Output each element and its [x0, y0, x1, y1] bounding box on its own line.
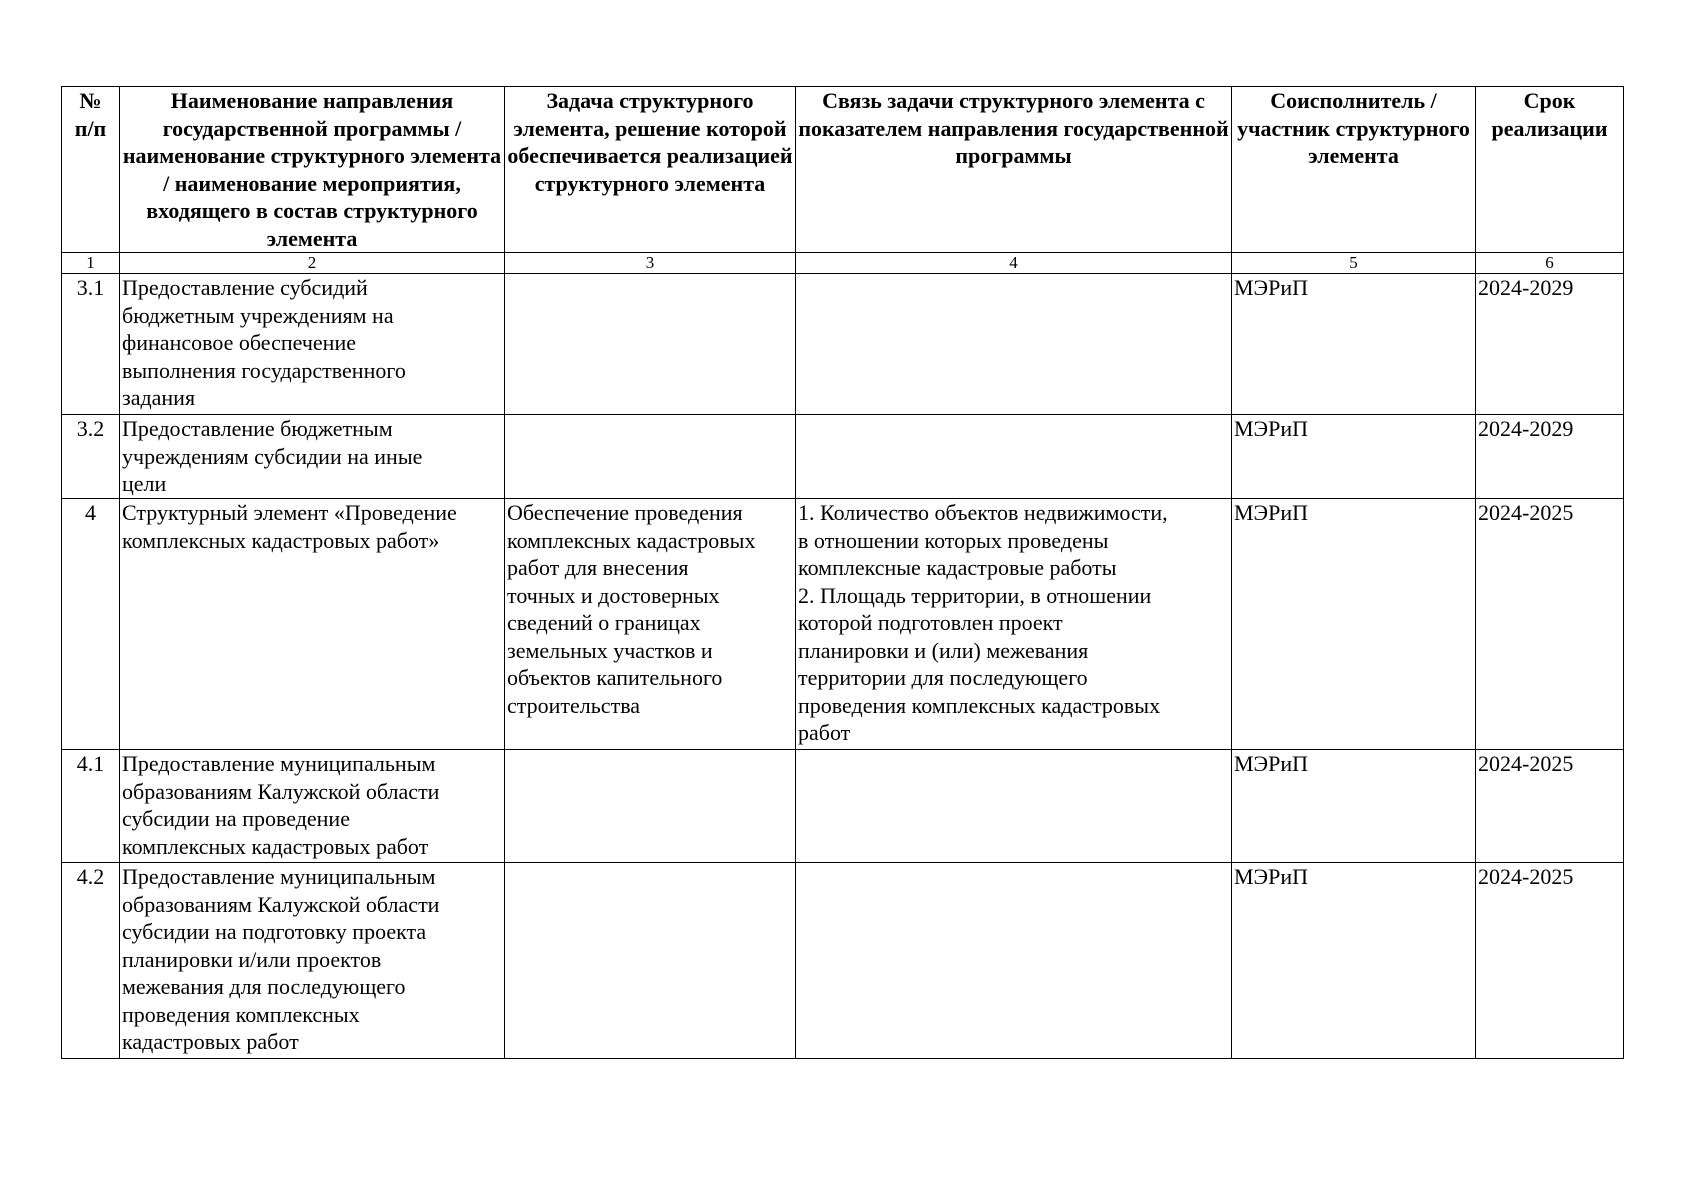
table-row [62, 274, 1624, 415]
row-task [505, 415, 796, 499]
row-link [796, 863, 1232, 1059]
row-link: 1. Количество объектов недвижимости, в отношении которых проведены комплексные кадастровые работы 2. Площадь территории, в отношении которой подготовлен проект планировки и (или) межевания территории для последующего проведения комплексных кадастровых работ [796, 499, 1232, 750]
row-period: 2024-2025 [1476, 863, 1624, 1059]
header-number: № п/п [62, 87, 120, 253]
column-number: 5 [1232, 253, 1476, 274]
row-executor: МЭРиП [1232, 750, 1476, 863]
table-row [62, 750, 1624, 863]
program-structure-table [61, 86, 1624, 1059]
header-task: Задача структурного элемента, решение которой обеспечивается реализацией структурного элемента [505, 87, 796, 253]
row-executor: МЭРиП [1232, 415, 1476, 499]
table-row [62, 499, 1624, 750]
row-period: 2024-2029 [1476, 274, 1624, 415]
column-number: 2 [120, 253, 505, 274]
header-name: Наименование направления государственной программы / наименование структурного элемента / наименование мероприятия, входящего в состав структурного элемента [120, 87, 505, 253]
column-number: 3 [505, 253, 796, 274]
row-link [796, 415, 1232, 499]
row-number: 3.2 [62, 415, 120, 499]
row-executor: МЭРиП [1232, 863, 1476, 1059]
header-period: Срок реализации [1476, 87, 1624, 253]
row-link [796, 274, 1232, 415]
row-period: 2024-2025 [1476, 499, 1624, 750]
header-executor: Соисполнитель / участник структурного элемента [1232, 87, 1476, 253]
row-executor: МЭРиП [1232, 499, 1476, 750]
row-task [505, 863, 796, 1059]
header-link: Связь задачи структурного элемента с показателем направления государственной программы [796, 87, 1232, 253]
row-name: Предоставление муниципальным образованиям Калужской области субсидии на подготовку проекта планировки и/или проектов межевания для последующего проведения комплексных кадастровых работ [120, 863, 505, 1059]
row-name: Предоставление муниципальным образованиям Калужской области субсидии на проведение комплексных кадастровых работ [120, 750, 505, 863]
row-task: Обеспечение проведения комплексных кадастровых работ для внесения точных и достоверных сведений о границах земельных участков и объектов капительного строительства [505, 499, 796, 750]
row-number: 4.2 [62, 863, 120, 1059]
row-number: 3.1 [62, 274, 120, 415]
row-name: Предоставление субсидий бюджетным учреждениям на финансовое обеспечение выполнения государственного задания [120, 274, 505, 415]
table-header-row [62, 87, 1624, 253]
column-number: 6 [1476, 253, 1624, 274]
row-link [796, 750, 1232, 863]
row-task [505, 274, 796, 415]
row-period: 2024-2029 [1476, 415, 1624, 499]
column-numbers-row [62, 253, 1624, 274]
row-executor: МЭРиП [1232, 274, 1476, 415]
row-period: 2024-2025 [1476, 750, 1624, 863]
row-task [505, 750, 796, 863]
row-number: 4 [62, 499, 120, 750]
row-number: 4.1 [62, 750, 120, 863]
table-row [62, 415, 1624, 499]
row-name: Предоставление бюджетным учреждениям субсидии на иные цели [120, 415, 505, 499]
column-number: 4 [796, 253, 1232, 274]
row-name: Структурный элемент «Проведение комплексных кадастровых работ» [120, 499, 505, 750]
column-number: 1 [62, 253, 120, 274]
table-row [62, 863, 1624, 1059]
